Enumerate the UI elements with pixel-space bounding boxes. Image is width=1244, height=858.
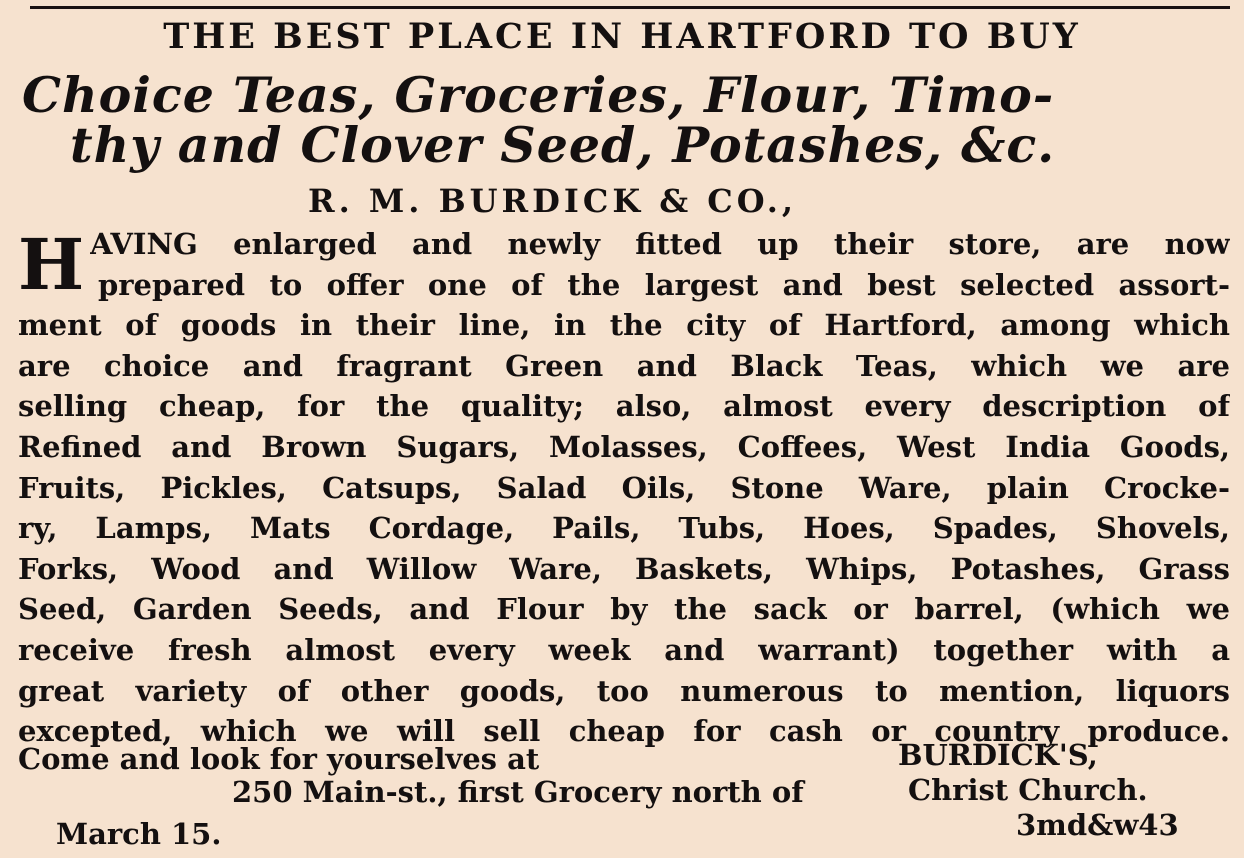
body-line: Forks, Wood and Willow Ware, Baskets, Whips, Potashes, Grass xyxy=(18,551,1230,586)
body-line: great variety of other goods, too numerous to mention, liquors xyxy=(18,673,1230,708)
signature-name: BURDICK'S, xyxy=(898,738,1098,772)
date: March 15. xyxy=(56,817,222,851)
top-rule xyxy=(30,6,1230,9)
closing-invitation: Come and look for yourselves at xyxy=(18,742,540,776)
body-line: ry, Lamps, Mats Cordage, Pails, Tubs, Hoes, Spades, Shovels, xyxy=(18,511,1230,546)
display-line-2: thy and Clover Seed, Potashes, &c. xyxy=(70,116,1056,174)
body-line: are choice and fragrant Green and Black Teas, which we are xyxy=(18,348,1230,383)
body-line: Fruits, Pickles, Catsups, Salad Oils, Stone Ware, plain Crocke- xyxy=(18,470,1230,505)
body-line: excepted, which we will sell cheap for cash or country produce. xyxy=(18,714,1230,749)
drop-cap: H xyxy=(18,223,85,306)
firm-name: R. M. BURDICK & CO., xyxy=(308,182,798,220)
signature-place: Christ Church. xyxy=(908,773,1148,807)
body-line: Seed, Garden Seeds, and Flour by the sack or barrel, (which we xyxy=(18,592,1230,627)
body-line: ment of goods in their line, in the city of Hartford, among which xyxy=(18,308,1230,343)
body-line: AVING enlarged and newly fitted up their store, are now xyxy=(90,227,1230,261)
body-line: receive fresh almost every week and warrant) together with a xyxy=(18,632,1230,667)
store-address: 250 Main-st., first Grocery north of xyxy=(232,775,804,809)
insertion-code: 3md&w43 xyxy=(1016,808,1179,842)
body-line: selling cheap, for the quality; also, almost every description of xyxy=(18,389,1230,424)
body-line: Refined and Brown Sugars, Molasses, Coffees, West India Goods, xyxy=(18,429,1230,464)
body-paragraph xyxy=(18,224,1230,752)
headline: THE BEST PLACE IN HARTFORD TO BUY xyxy=(163,16,1081,57)
display-line-1: Choice Teas, Groceries, Flour, Timo- xyxy=(22,66,1055,124)
body-line: prepared to offer one of the largest and best selected assort- xyxy=(98,267,1230,302)
